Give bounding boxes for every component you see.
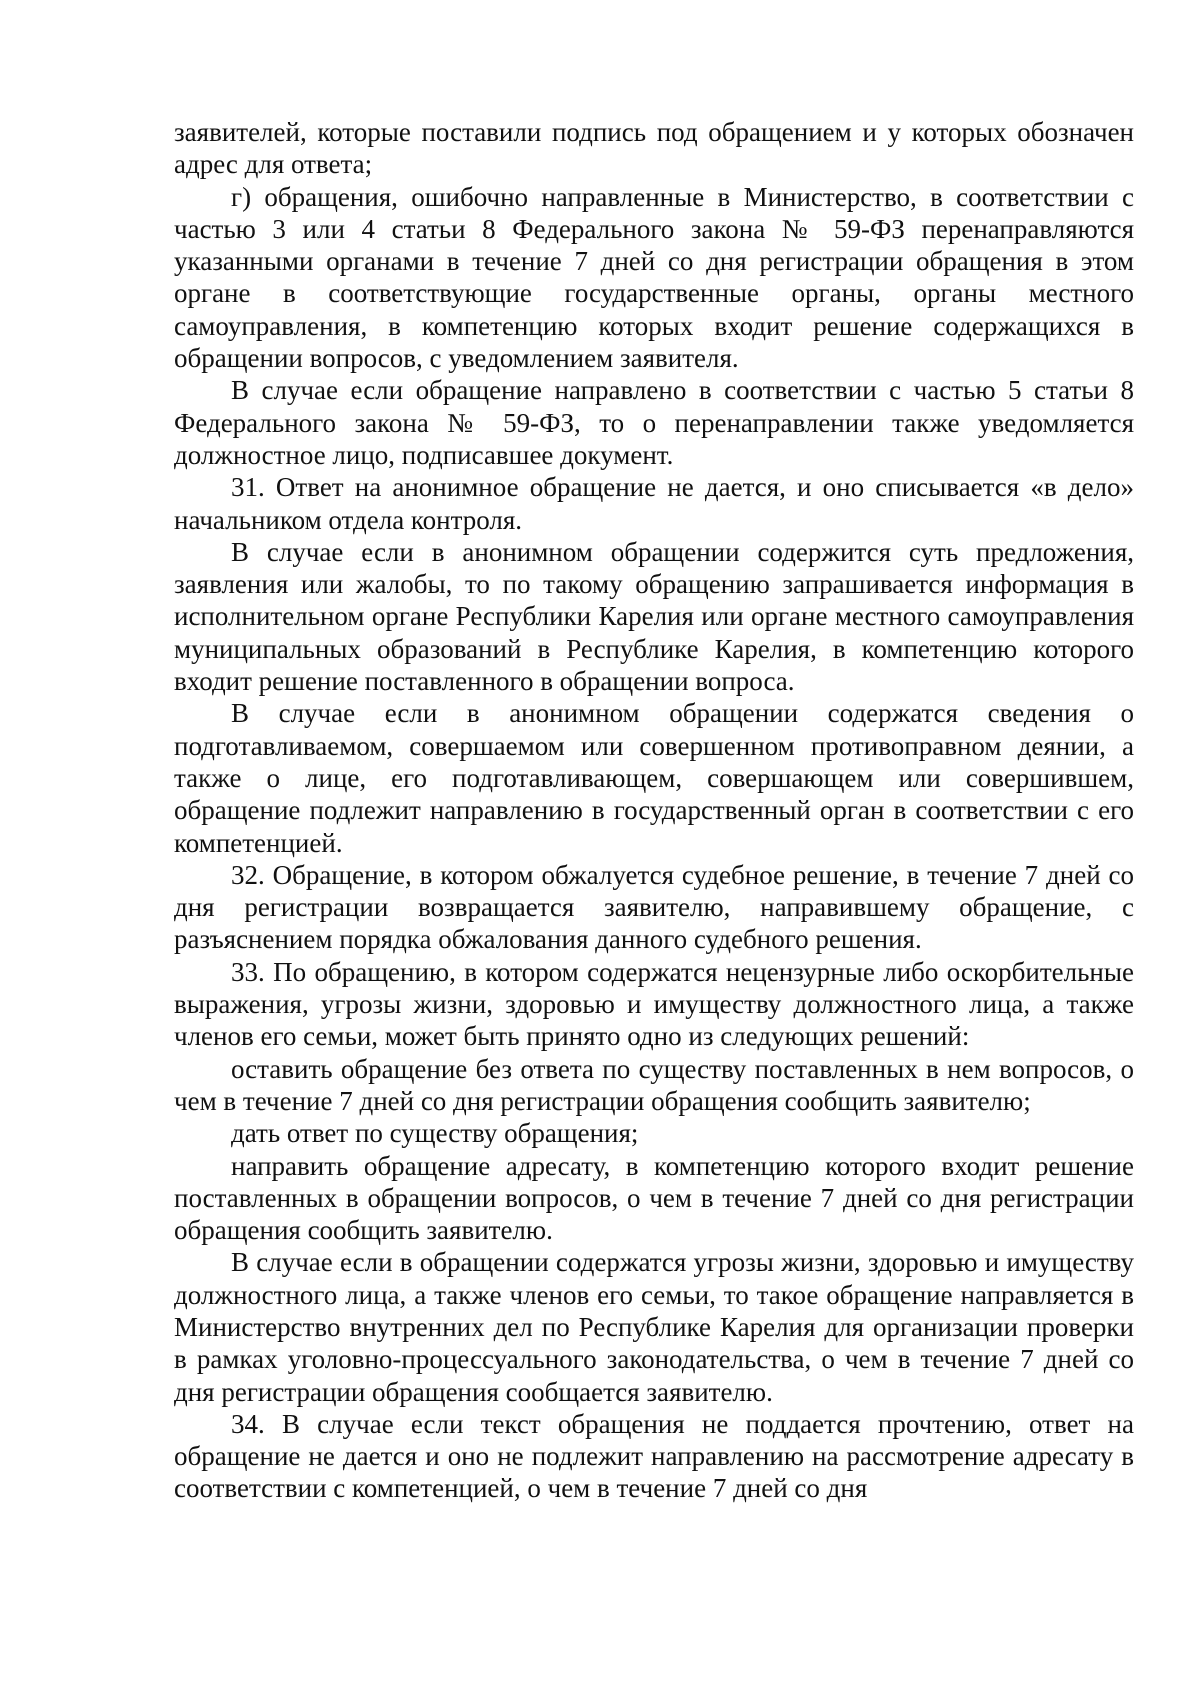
paragraph-34: 34. В случае если текст обращения не поддается прочтению, ответ на обращение не дается и оно не подлежит направлению на рассмотрение адресату в соответствии с компетенцией, о чем в течение 7 дней со дня — [174, 1408, 1134, 1504]
paragraph-redirect-notice: В случае если обращение направлено в соответствии с частью 5 статьи 8 Федерального закона № 59-ФЗ, то о перенаправлении также уведомляется должностное лицо, подписавшее документ. — [174, 375, 1134, 470]
paragraph-31: 31. Ответ на анонимное обращение не дается, и оно списывается «в дело» начальником отдела контроля. — [174, 472, 1134, 535]
paragraph-33: 33. По обращению, в котором содержатся нецензурные либо оскорбительные выражения, угрозы жизни, здоровью и имуществу должностного лица, а также членов его семьи, может быть принято одно из следующих решений: — [174, 956, 1134, 1052]
paragraph-threats: В случае если в обращении содержатся угрозы жизни, здоровью и имуществу должностного лица, а также членов его семьи, то такое обращение направляется в Министерство внутренних дел по Республике Карелия для организации проверки в рамках уголовно-процессуального законодательства, о чем в течение 7 дней со дня регистрации обращения сообщается заявителю. — [174, 1247, 1134, 1407]
paragraph-option-answer: дать ответ по существу обращения; — [231, 1118, 639, 1149]
document-body — [174, 116, 1134, 1505]
paragraph-anonymous-proposal: В случае если в анонимном обращении содержится суть предложения, заявления или жалобы, то по такому обращению запрашивается информация в исполнительном органе Республики Карелия или органе местного самоуправления муниципальных образований в Республике Карелия, в компетенцию которого входит решение поставленного в обращении вопроса. — [174, 536, 1134, 697]
paragraph-continuation: заявителей, которые поставили подпись под обращением и у которых обозначен адрес для ответа; — [174, 117, 1134, 180]
paragraph-item-g: г) обращения, ошибочно направленные в Министерство, в соответствии с частью 3 или 4 статьи 8 Федерального закона № 59-ФЗ перенаправляются указанными органами в течение 7 дней со дня регистрации обращения в этом органе в соответствующие государственные органы, органы местного самоуправления, в компетенцию которых входит решение содержащихся в обращении вопросов, с уведомлением заявителя. — [174, 181, 1134, 374]
paragraph-anonymous-offense: В случае если в анонимном обращении содержатся сведения о подготавливаемом, совершаемом или совершенном противоправном деянии, а также о лице, его подготавливающем, совершающем или совершившем, обращение подлежит направлению в государственный орган в соответствии с его компетенцией. — [174, 698, 1134, 858]
paragraph-option-no-answer: оставить обращение без ответа по существу поставленных в нем вопросов, о чем в течение 7 дней со дня регистрации обращения сообщить заявителю; — [174, 1053, 1134, 1116]
paragraph-32: 32. Обращение, в котором обжалуется судебное решение, в течение 7 дней со дня регистрации возвращается заявителю, направившему обращение, с разъяснением порядка обжалования данного судебного решения. — [174, 859, 1134, 955]
paragraph-option-forward: направить обращение адресату, в компетенцию которого входит решение поставленных в обращении вопросов, о чем в течение 7 дней со дня регистрации обращения сообщить заявителю. — [174, 1150, 1134, 1246]
